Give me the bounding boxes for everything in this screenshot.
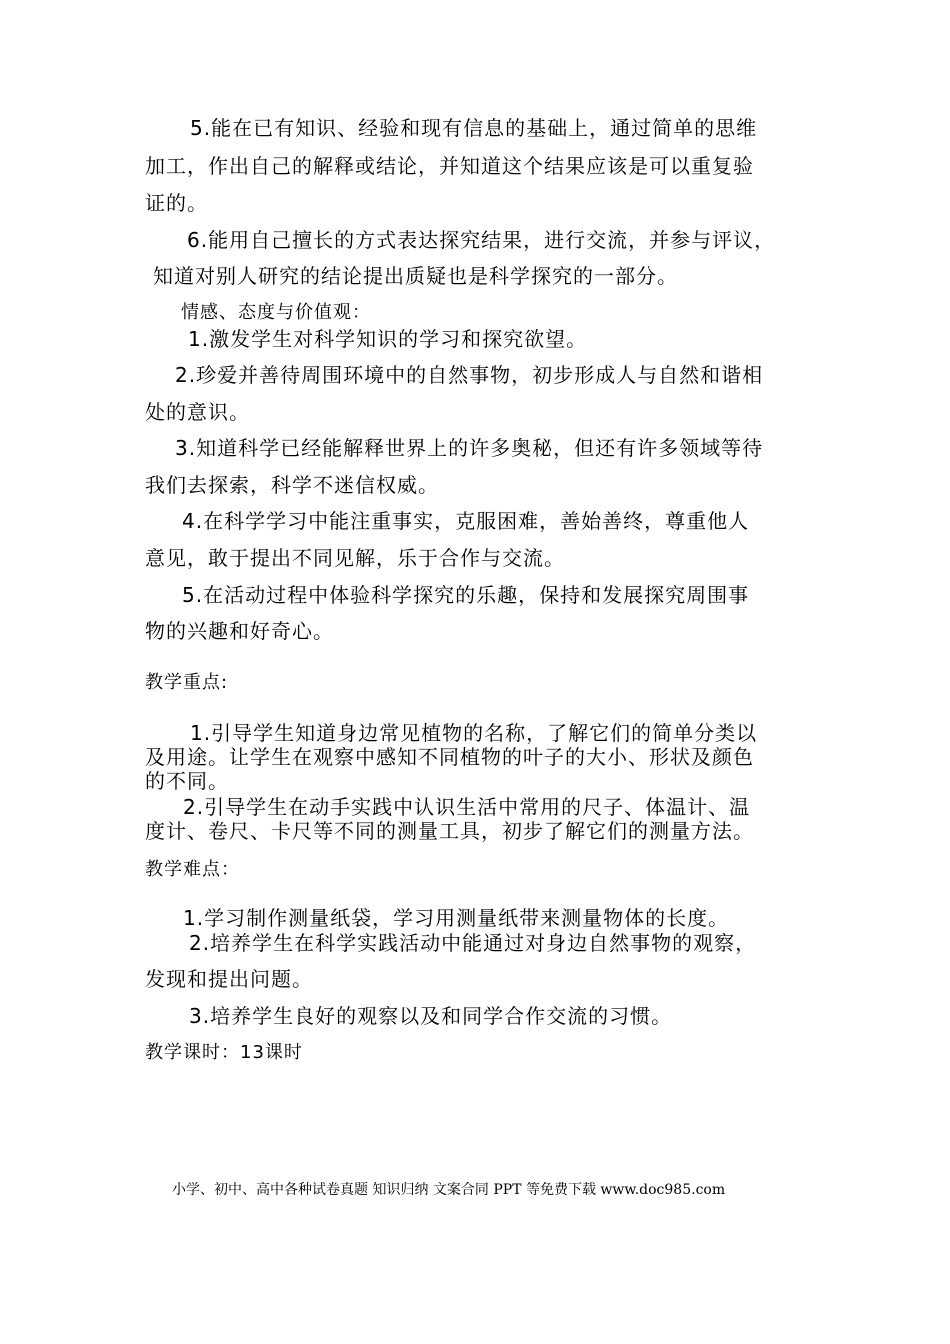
objective-5-line-3: 证的。 bbox=[145, 191, 208, 215]
focus-item-1-line-3: 的不同。 bbox=[145, 769, 229, 793]
value-item-4-line-2: 意见，敢于提出不同见解，乐于合作与交流。 bbox=[145, 546, 565, 570]
focus-item-2-line-1: 2.引导学生在动手实践中认识生活中常用的尺子、体温计、温 bbox=[183, 795, 751, 819]
value-item-2-line-2: 处的意识。 bbox=[145, 400, 250, 424]
focus-item-1-line-2: 及用途。让学生在观察中感知不同植物的叶子的大小、形状及颜色 bbox=[145, 745, 754, 769]
objective-6-line-1: 6.能用自己擅长的方式表达探究结果，进行交流，并参与评议， bbox=[187, 228, 776, 252]
value-item-5-line-2: 物的兴趣和好奇心。 bbox=[145, 619, 334, 643]
objective-5-line-2: 加工，作出自己的解释或结论，并知道这个结果应该是可以重复验 bbox=[145, 154, 754, 178]
objective-5-line-1: 5.能在已有知识、经验和现有信息的基础上，通过简单的思维 bbox=[190, 116, 758, 140]
section-heading-teaching-focus: 教学重点: bbox=[145, 672, 229, 693]
focus-item-2-line-2: 度计、卷尺、卡尺等不同的测量工具，初步了解它们的测量方法。 bbox=[145, 819, 754, 843]
difficulty-item-2-line-1: 2.培养学生在科学实践活动中能通过对身边自然事物的观察， bbox=[189, 931, 757, 955]
value-item-3-line-1: 3.知道科学已经能解释世界上的许多奥秘，但还有许多领域等待 bbox=[175, 436, 764, 460]
difficulty-item-3: 3.培养学生良好的观察以及和同学合作交流的习惯。 bbox=[189, 1004, 673, 1028]
focus-item-1-line-1: 1.引导学生知道身边常见植物的名称，了解它们的简单分类以 bbox=[190, 721, 758, 745]
difficulty-item-1: 1.学习制作测量纸袋，学习用测量纸带来测量物体的长度。 bbox=[183, 906, 730, 930]
section-heading-emotion-attitude-values: 情感、态度与价值观： bbox=[181, 302, 371, 323]
value-item-5-line-1: 5.在活动过程中体验科学探究的乐趣，保持和发展探究周围事 bbox=[182, 583, 750, 607]
difficulty-item-2-line-2: 发现和提出问题。 bbox=[145, 967, 313, 991]
value-item-1: 1.激发学生对科学知识的学习和探究欲望。 bbox=[188, 327, 588, 351]
section-heading-teaching-difficulties: 教学难点： bbox=[145, 859, 240, 880]
value-item-3-line-2: 我们去探索，科学不迷信权威。 bbox=[145, 473, 439, 497]
value-item-4-line-1: 4.在科学学习中能注重事实，克服困难，善始善终，尊重他人 bbox=[182, 509, 750, 533]
teaching-hours: 教学课时：13课时 bbox=[145, 1042, 303, 1063]
objective-6-line-2: 知道对别人研究的结论提出质疑也是科学探究的一部分。 bbox=[153, 264, 678, 288]
page-footer: 小学、初中、高中各种试卷真题 知识归纳 文案合同 PPT 等免费下载 www.doc985.com bbox=[172, 1182, 726, 1198]
value-item-2-line-1: 2.珍爱并善待周围环境中的自然事物，初步形成人与自然和谐相 bbox=[175, 363, 764, 387]
